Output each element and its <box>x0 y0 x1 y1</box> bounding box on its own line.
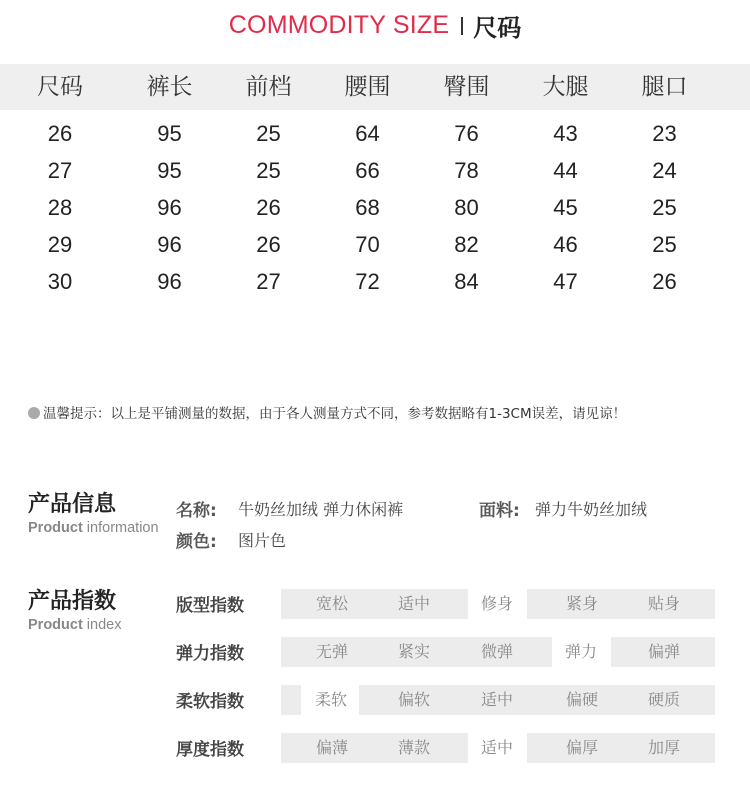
index-option: 贴身 <box>647 594 680 613</box>
column-header: 裤长 <box>146 74 193 100</box>
table-cell: 26 <box>256 232 281 257</box>
table-cell: 43 <box>553 121 578 146</box>
column-header: 尺码 <box>37 74 83 100</box>
index-option: 无弹 <box>315 642 348 661</box>
size-table-header <box>0 64 750 110</box>
table-cell: 27 <box>47 158 73 183</box>
color-label: 颜色: <box>176 532 217 552</box>
index-option: 适中 <box>397 594 430 613</box>
size-table-body <box>0 115 750 300</box>
table-cell: 30 <box>47 269 73 294</box>
index-label-thickness: 厚度指数 <box>176 740 244 760</box>
table-cell: 26 <box>256 195 281 220</box>
table-row <box>0 152 750 189</box>
page-header <box>0 8 750 44</box>
name-label: 名称: <box>176 501 217 521</box>
fabric-value: 弹力牛奶丝加绒 <box>535 500 648 519</box>
table-cell: 95 <box>157 158 182 183</box>
section-title-cn: 产品信息 <box>28 492 117 517</box>
index-option: 紧实 <box>397 642 430 661</box>
table-cell: 96 <box>157 269 182 294</box>
index-option: 偏薄 <box>315 738 348 757</box>
table-cell: 25 <box>652 195 677 220</box>
title-chinese: 尺码 <box>473 14 522 42</box>
section-title-cn: 产品指数 <box>28 589 117 614</box>
index-option: 紧身 <box>565 594 598 613</box>
table-cell: 46 <box>553 232 578 257</box>
table-cell: 72 <box>355 269 380 294</box>
fabric-label: 面料: <box>479 501 520 521</box>
index-option: 偏硬 <box>565 690 598 709</box>
table-cell: 66 <box>355 158 380 183</box>
index-option-selected: 适中 <box>480 738 513 757</box>
table-row <box>0 189 750 226</box>
index-label-softness: 柔软指数 <box>176 692 244 712</box>
table-cell: 44 <box>553 158 578 183</box>
column-header: 臀围 <box>443 74 490 100</box>
table-cell: 96 <box>157 232 182 257</box>
title-english: COMMODITY SIZE <box>228 11 450 39</box>
index-option-selected: 柔软 <box>314 690 347 709</box>
index-option: 宽松 <box>315 594 348 613</box>
column-header: 前档 <box>245 74 292 100</box>
index-option: 微弹 <box>480 642 513 661</box>
product-index-heading <box>28 589 121 635</box>
table-cell: 23 <box>652 121 677 146</box>
title-divider <box>461 17 463 35</box>
table-cell: 28 <box>47 195 73 220</box>
bullet-dot-icon <box>28 407 40 419</box>
column-header: 大腿 <box>542 74 589 100</box>
index-option: 偏软 <box>397 690 430 709</box>
table-cell: 45 <box>553 195 578 220</box>
table-cell: 27 <box>256 269 281 294</box>
section-title-en: Product index <box>28 617 122 633</box>
column-header: 腰围 <box>344 74 391 100</box>
table-cell: 29 <box>47 232 73 257</box>
table-cell: 25 <box>256 121 281 146</box>
table-cell: 47 <box>553 269 578 294</box>
index-option: 偏厚 <box>565 738 598 757</box>
table-cell: 70 <box>355 232 380 257</box>
index-option: 薄款 <box>397 738 430 757</box>
table-row <box>0 263 750 300</box>
measurement-tip <box>28 402 626 422</box>
index-label-fit: 版型指数 <box>176 596 244 616</box>
table-cell: 26 <box>652 269 677 294</box>
index-option: 硬质 <box>647 690 680 709</box>
table-cell: 64 <box>355 121 380 146</box>
index-option-selected: 修身 <box>480 594 513 613</box>
index-option-selected: 弹力 <box>564 642 597 661</box>
table-cell: 84 <box>454 269 479 294</box>
table-row <box>0 115 750 152</box>
product-info-heading <box>28 492 159 538</box>
table-row <box>0 226 750 263</box>
index-option: 适中 <box>480 690 513 709</box>
table-cell: 26 <box>47 121 73 146</box>
table-cell: 25 <box>652 232 677 257</box>
table-cell: 82 <box>454 232 479 257</box>
table-cell: 76 <box>454 121 479 146</box>
table-cell: 96 <box>157 195 182 220</box>
color-value: 图片色 <box>238 531 287 550</box>
name-value: 牛奶丝加绒 弹力休闲裤 <box>238 500 404 519</box>
section-title-en: Product information <box>28 520 159 536</box>
column-header: 腿口 <box>641 74 688 100</box>
table-cell: 24 <box>652 158 677 183</box>
table-cell: 78 <box>454 158 479 183</box>
index-option: 偏弹 <box>647 642 680 661</box>
table-cell: 25 <box>256 158 281 183</box>
index-bar-softness-left <box>281 685 301 715</box>
table-cell: 80 <box>454 195 479 220</box>
tip-text: 温馨提示：以上是平铺测量的数据，由于各人测量方式不同，参考数据略有1-3CM误差，请见谅！ <box>43 406 627 422</box>
table-cell: 95 <box>157 121 182 146</box>
index-option: 加厚 <box>647 738 680 757</box>
index-label-elasticity: 弹力指数 <box>176 644 244 664</box>
table-cell: 68 <box>355 195 380 220</box>
